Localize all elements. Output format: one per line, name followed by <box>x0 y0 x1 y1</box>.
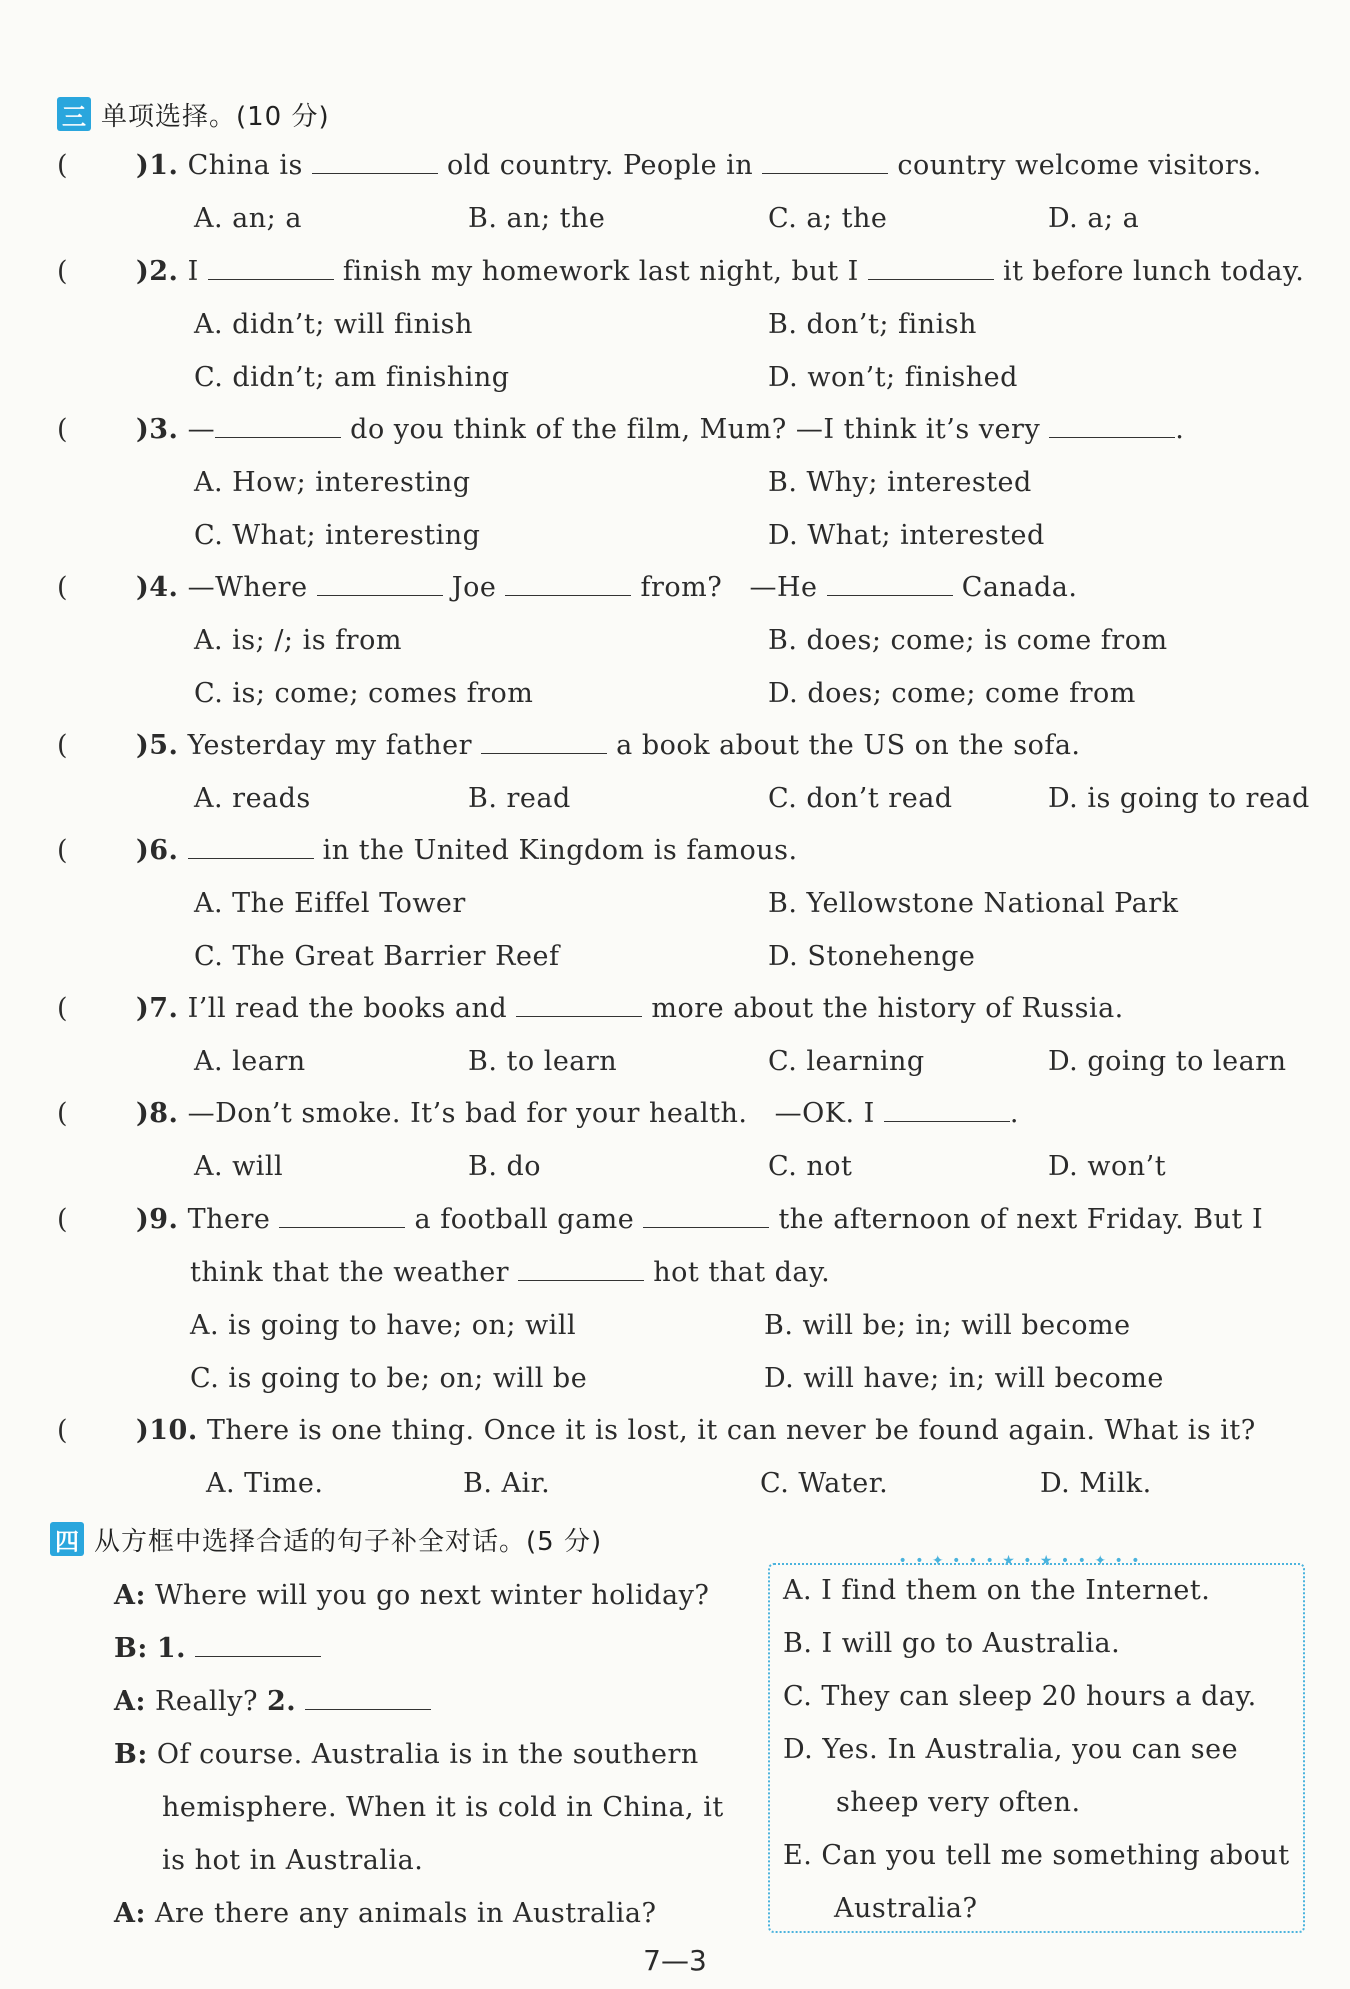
question-number: )5. <box>136 730 179 761</box>
question-number: )8. <box>136 1098 179 1129</box>
question-text: Yesterday my father <box>187 730 472 761</box>
dialogue-line-5 <box>162 1792 724 1823</box>
question-text: . <box>1009 1098 1019 1129</box>
option-c: C. What; interesting <box>194 520 481 551</box>
answer-paren-3[interactable]: ( <box>57 414 68 445</box>
question-text: old country. People in <box>447 150 754 181</box>
dialogue-line-1 <box>114 1580 709 1611</box>
option-d: D. won’t; finished <box>768 362 1018 393</box>
question-number: )4. <box>136 572 179 603</box>
answer-paren-10[interactable]: ( <box>57 1415 68 1446</box>
question-text: —I think it’s very <box>795 414 1041 445</box>
question-text: —OK. I <box>774 1098 875 1129</box>
answer-blank[interactable] <box>1049 436 1175 438</box>
box-option-d: D. Yes. In Australia, you can see <box>783 1734 1239 1765</box>
dialogue-line-2 <box>114 1633 321 1664</box>
option-c: C. didn’t; am finishing <box>194 362 510 393</box>
question-text: Canada. <box>961 572 1078 603</box>
page-number: 7—3 <box>643 1944 707 1977</box>
option-b: B. an; the <box>468 203 606 234</box>
dialogue-line-7 <box>114 1898 656 1929</box>
box-option-c: C. They can sleep 20 hours a day. <box>783 1681 1257 1712</box>
question-10 <box>136 1415 1256 1446</box>
option-b: B. Yellowstone National Park <box>768 888 1179 919</box>
question-5 <box>136 730 1081 761</box>
option-d: D. will have; in; will become <box>764 1363 1164 1394</box>
option-b: B. to learn <box>468 1046 618 1077</box>
question-text: think that the weather <box>190 1257 510 1288</box>
box-option-e: E. Can you tell me something about <box>783 1840 1290 1871</box>
option-a: A. Time. <box>206 1468 324 1499</box>
answer-blank[interactable] <box>505 594 631 596</box>
option-d: D. going to learn <box>1048 1046 1287 1077</box>
question-9 <box>136 1204 1263 1235</box>
dialogue-text: Are there any animals in Australia? <box>155 1898 657 1929</box>
answer-blank[interactable] <box>827 594 953 596</box>
option-a: A. an; a <box>194 203 302 234</box>
option-d: D. a; a <box>1048 203 1140 234</box>
question-1 <box>136 150 1262 181</box>
question-text: from? <box>640 572 723 603</box>
question-text: China is <box>187 150 303 181</box>
answer-blank[interactable] <box>305 1708 431 1710</box>
question-text: the afternoon of next Friday. But I <box>778 1204 1264 1235</box>
option-c: C. a; the <box>768 203 888 234</box>
option-c: C. don’t read <box>768 783 953 814</box>
question-3 <box>136 414 1184 445</box>
answer-blank[interactable] <box>188 857 314 859</box>
box-option-b: B. I will go to Australia. <box>783 1628 1121 1659</box>
option-d: D. is going to read <box>1048 783 1310 814</box>
option-a: A. reads <box>194 783 311 814</box>
option-c: C. is going to be; on; will be <box>190 1363 588 1394</box>
option-a: A. will <box>194 1151 284 1182</box>
answer-blank[interactable] <box>884 1120 1010 1122</box>
answer-blank[interactable] <box>518 1279 644 1281</box>
option-a: A. is going to have; on; will <box>190 1310 577 1341</box>
option-c: C. not <box>768 1151 853 1182</box>
question-text: a football game <box>414 1204 635 1235</box>
answer-paren-4[interactable]: ( <box>57 572 68 603</box>
section-4-header <box>50 1519 602 1559</box>
question-text: —Don’t smoke. It’s bad for your health. <box>187 1098 748 1129</box>
section-3-header <box>57 94 330 134</box>
speaker-label: A: <box>114 1898 146 1929</box>
question-9-continued <box>190 1257 830 1288</box>
box-option-d-continued: sheep very often. <box>836 1787 1081 1818</box>
dialogue-line-3 <box>114 1686 431 1717</box>
option-c: C. The Great Barrier Reef <box>194 941 560 972</box>
option-b: B. don’t; finish <box>768 309 977 340</box>
option-b: B. will be; in; will become <box>764 1310 1131 1341</box>
answer-blank[interactable] <box>481 752 607 754</box>
option-d: D. What; interested <box>768 520 1045 551</box>
dialogue-text: is hot in Australia. <box>162 1845 424 1876</box>
answer-paren-1[interactable]: ( <box>57 150 68 181</box>
dialogue-line-4 <box>114 1739 699 1770</box>
option-c: C. is; come; comes from <box>194 678 534 709</box>
question-text: — <box>187 414 216 445</box>
option-d: D. Milk. <box>1040 1468 1152 1499</box>
answer-paren-8[interactable]: ( <box>57 1098 68 1129</box>
dialogue-text: Where will you go next winter holiday? <box>155 1580 710 1611</box>
question-number: )2. <box>136 256 179 287</box>
question-number: )6. <box>136 835 179 866</box>
option-b: B. do <box>468 1151 542 1182</box>
option-a: A. is; /; is from <box>194 625 402 656</box>
question-text: do you think of the film, Mum? <box>350 414 787 445</box>
dialogue-text: hemisphere. When it is cold in China, it <box>162 1792 724 1823</box>
option-c: C. learning <box>768 1046 925 1077</box>
answer-paren-9[interactable]: ( <box>57 1204 68 1235</box>
question-text: finish my homework last night, but I <box>342 256 859 287</box>
answer-blank[interactable] <box>643 1226 769 1228</box>
option-d: D. won’t <box>1048 1151 1167 1182</box>
dialogue-line-6 <box>162 1845 423 1876</box>
option-b: B. Why; interested <box>768 467 1032 498</box>
blank-number: 2. <box>267 1686 297 1717</box>
option-a: A. The Eiffel Tower <box>194 888 466 919</box>
question-8 <box>136 1098 1019 1129</box>
dialogue-text: Of course. Australia is in the southern <box>156 1739 699 1770</box>
answer-blank[interactable] <box>516 1015 642 1017</box>
answer-blank[interactable] <box>208 278 334 280</box>
question-text: I <box>187 256 199 287</box>
answer-blank[interactable] <box>195 1655 321 1657</box>
question-text: hot that day. <box>653 1257 831 1288</box>
question-number: )7. <box>136 993 179 1024</box>
question-text: . <box>1175 414 1185 445</box>
speaker-label: A: <box>114 1686 146 1717</box>
answer-paren-7[interactable]: ( <box>57 993 68 1024</box>
question-number: )3. <box>136 414 179 445</box>
option-b: B. does; come; is come from <box>768 625 1168 656</box>
answer-paren-6[interactable]: ( <box>57 835 68 866</box>
section-3-badge: 三 <box>57 97 91 131</box>
question-2 <box>136 256 1304 287</box>
answer-blank[interactable] <box>279 1226 405 1228</box>
answer-paren-5[interactable]: ( <box>57 730 68 761</box>
box-decoration: • • ✦ • • • ★ • ★ • • ✦ • • <box>898 1553 1142 1569</box>
question-text: a book about the US on the sofa. <box>616 730 1081 761</box>
question-text: There <box>187 1204 271 1235</box>
option-b: B. Air. <box>463 1468 551 1499</box>
answer-blank[interactable] <box>317 594 443 596</box>
answer-paren-2[interactable]: ( <box>57 256 68 287</box>
question-text: Joe <box>451 572 497 603</box>
question-7 <box>136 993 1124 1024</box>
answer-blank[interactable] <box>762 172 888 174</box>
option-a: A. How; interesting <box>194 467 471 498</box>
box-option-a: A. I find them on the Internet. <box>783 1575 1211 1606</box>
section-3-title: 单项选择。(10 分) <box>101 101 330 132</box>
question-text: I’ll read the books and <box>187 993 508 1024</box>
option-d: D. Stonehenge <box>768 941 976 972</box>
question-text: it before lunch today. <box>1002 256 1305 287</box>
question-text: more about the history of Russia. <box>651 993 1124 1024</box>
speaker-label: A: <box>114 1580 146 1611</box>
question-6 <box>136 835 798 866</box>
option-a: A. didn’t; will finish <box>194 309 473 340</box>
box-option-e-continued: Australia? <box>834 1893 978 1924</box>
section-4-badge: 四 <box>50 1522 84 1556</box>
option-c: C. Water. <box>760 1468 889 1499</box>
question-text: in the United Kingdom is famous. <box>322 835 798 866</box>
answer-blank[interactable] <box>215 436 341 438</box>
speaker-label: B: <box>114 1633 148 1664</box>
answer-blank[interactable] <box>868 278 994 280</box>
question-text: —Where <box>187 572 308 603</box>
question-text: There is one thing. Once it is lost, it can never be found again. What is it? <box>206 1415 1256 1446</box>
dialogue-text: Really? <box>155 1686 258 1717</box>
speaker-label: B: <box>114 1739 148 1770</box>
answer-blank[interactable] <box>312 172 438 174</box>
section-4-title: 从方框中选择合适的句子补全对话。(5 分) <box>94 1526 603 1557</box>
option-d: D. does; come; come from <box>768 678 1136 709</box>
question-text: —He <box>749 572 818 603</box>
question-number: )9. <box>136 1204 179 1235</box>
question-text: country welcome visitors. <box>897 150 1262 181</box>
blank-number: 1. <box>156 1633 187 1664</box>
option-a: A. learn <box>194 1046 306 1077</box>
question-number: )1. <box>136 150 179 181</box>
question-number: )10. <box>136 1415 198 1446</box>
question-4 <box>136 572 1077 603</box>
option-b: B. read <box>468 783 571 814</box>
